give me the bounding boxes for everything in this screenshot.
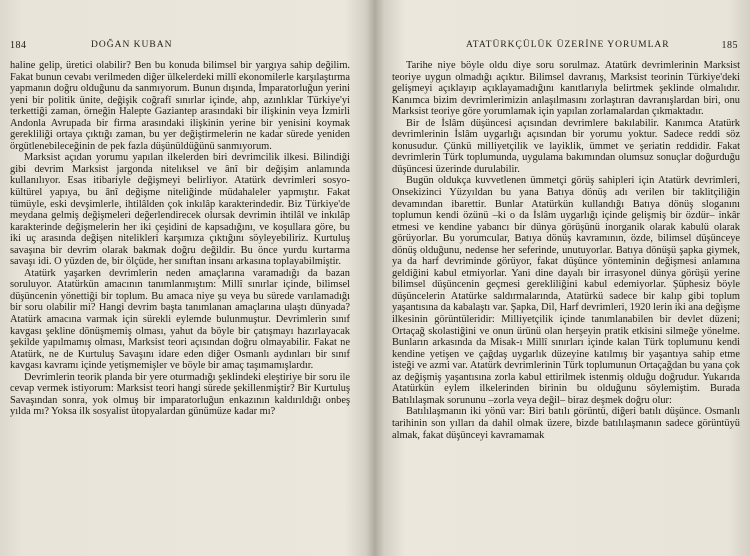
left-page <box>10 38 350 418</box>
running-head: ATATÜRKÇÜLÜK ÜZERİNE YORUMLAR <box>466 40 670 50</box>
paragraph: Bugün oldukça kuvvetlenen ümmetçi görüş sahipleri için Atatürk devrimleri, Onsekizinci Yüzyıldan bu yana Batıya dönüş adı verilen bir taklitçiliğin devamından ibarettir. Bunlar Atatürkün kullandığı Batıya dönüş sloganını toplumun kendi özünü –ki o da İslâm uygarlığı içinde gelişmiş bir özdür– inkâr etmesi ve kendine yabancı bir dünya görüşünü inorganik olarak kabulü olarak görüyorlar. Bu yorumcular, Batıya dönüş kavramının, özde, bilimsel düşünceye dönüş olduğunu, nedense her seferinde, unutuyorlar. Batıya dönüşü şapka giymek, ya da harf devriminde görüyor, fakat düşünce yönteminin değişmesi anlamına geldiğini kabul etmiyorlar. Yani dine dayalı bir irrasyonel dünya görüşü yerine bilimsel düşüncenin geçmesi gerekliliğini kabul edemiyorlar. Şüphesiz böyle düşüncelerin Atatürke saldırmalarında, Atatürkü sadece bir kalıp gibi toplum yaşantısına da kabalaştı var. Şapka, Dil, Harf devrimleri, 1920 lerin iki ana değişme ilkesinin görüntüleridir: Milliyetçilik içinde tanımlanabilen bir devlet düzeni; Ortaçağ skolastiğini ve onun ürünü olan herşeyin pratik etkisini silmeğe yönelme. Bunların arkasında da Misak-ı Millî sınırları içinde kalan Türk toplumunu kendi kendine yetişen ve çağdaş uygarlık düzeyine katılmış bir yaşantıya sahip etme isteği ve azmi var. Atatürk devrimlerinin Türk toplumunun Ortaçağdan bu yana çok az değişmiş yaşantısına zorla kabul ettirilmek istenmiş olduğu doğrudur. Yukarıda Atatürkün eylem ilkelerinden birinin bu olduğunu söylemiştim. Burada Batılılaşmak sorununu –zorla veya değil– biraz deşmek doğru olur: <box>392 175 740 406</box>
book-gutter <box>366 0 384 556</box>
left-page-body <box>10 60 350 418</box>
paragraph: Devrimlerin teorik planda bir yere oturmadığı şeklindeki eleştiriye bir soru ile cevap vermek istiyorum: Marksist teori hangi sürede şekillenmiştir? Bir Kurtuluş Savaşından sonra, yok olmuş bir imparatorluğun enkazının kaldırıldığı onbeş yılda mı? Yoksa ilk sosyalist ütopyalardan günümüze kadar mı? <box>10 371 350 418</box>
paragraph: haline gelip, üretici olabilir? Ben bu konuda bilimsel bir yargıya sahip değilim. Fakat bunun cevabı verilmeden diğer ülkelerdeki millî ekonomilerle karşılaştırma yapmanın doğru olduğunu da sanmıyorum. Bunun dışında, İmparatorluğun yerini yeni bir politik ünite, değişik coğrafî sınırlar içinde, ahp, azınlıklar Türkiye'yi terkettiği zaman, örneğin Halepte Gaziantep arasındaki bir ilişkinin veya İzmirli Andonla Avrupada bir firma arasındaki ilişkinin yerine bir yenisini koymak gerekliliği ortaya çıktığı zaman, bu yer değiştirmelerin ne kadar sürede yeniden örgütlenebileceğinin de pek fazla düşünüldüğünü sanmıyorum. <box>10 60 350 152</box>
left-page-header <box>10 38 350 54</box>
paragraph: Tarihe niye böyle oldu diye soru sorulmaz. Atatürk devrimlerinin Marksist teoriye uygun olmadığı açıktır. Bilimsel davranış, Marksist teorinin Türkiye'deki gelişmeyi açıklayıp açıklayamadığını kanıtlarıyla belirtmek şeklinde olmalıdır. Kanımca bizim devrimlerimizin anlaşılmasını zorlaştıran davranışlardan biri, onu Marksist teoriye göre yorumlamak için yapılan zorlamalardan çıkmaktadır. <box>392 60 740 118</box>
page-number: 185 <box>721 40 738 51</box>
right-page-body <box>392 60 740 441</box>
right-page <box>392 38 740 441</box>
page-number: 184 <box>10 40 27 51</box>
paragraph: Marksist açıdan yorumu yapılan ilkelerden biri devrimcilik ilkesi. Bilindiği gibi devrim Marksist jargonda nitelıksel ve ânî bir değişim anlamında kullanılıyor. Esas itibariyle değişmeyi belirliyor. Atatürk devrimleri sosyo-kültürel yapıya, bu ânî değişme niteliğinde müdahaleler yapmıştır. Fakat tümüyle, eski devşimlerle, ihtilâlden çok inkılâp karakterindedir. Biz Türkiye'de meydana gelmiş değişmeleri değerlendirecek olursak devrimin ihtilâl ve inkılâp karakterinde değişmelerin her iki çeşidini de kapsadığını, ve koşullara göre, bu iki uç arasında değişen nitelikleri karşımıza çıktığını söyleyebiliriz. Kurtuluş savaşına bir devrim olarak bakmak doğru değildir. Bu önce yurdu kurtarma savaşı idi. O yüzden de, bir ölçüde, her sınıftan insanı arkasına toplayabilmiştir. <box>10 152 350 268</box>
right-page-header <box>392 38 740 54</box>
running-head: DOĞAN KUBAN <box>91 40 173 50</box>
paragraph: Batılılaşmanın iki yönü var: Biri batılı görüntü, diğeri batılı düşünce. Osmanlı tarihinin son yılları da dahil olmak üzere, bizde batılılaşmanın sadece görüntüyü almak, fakat düşünceyi kavramamak <box>392 406 740 441</box>
paragraph: Atatürk yaşarken devrimlerin neden amaçlarına varamadığı da bazan soruluyor. Atatürkün amacının tanımlanmıştım: Millî sınırlar içinde, bilimsel düşüncenin yönettiği bir toplum. Bu amaca niye şu veya bu sürede varılamadığı bir soru olabilir mi? Hangi devrim başta tanımlanan amaçlarına ulaştı dünyada? Atatürk amacına varmak için sürekli eylemde bulunmuştur. Devrimlerin sınıf kavgası şekline dönüşmemiş olması, yahut da böyle bir çatışmayı hazırlayacak şekilde yapılmamış olması, Marksist teori açısından doğru olmayabilir. Fakat ne Atatürk, ne de Kurtuluş Savaşını idare eden diğer Osmanlı aydınları bir sınıf kavgası kavramı içinde yetişmemişler ve böyle bir amaç taşımamışlardır. <box>10 267 350 372</box>
paragraph: Bir de İslâm düşüncesi açısından devrimlere bakılabilir. Kanımca Atatürk devrimlerinin İslâm uygarlığı açısından bir yorumu yoktur. Sadece reddi söz konusudur. Çünkü milliyetçilik ve layiklik, ümmet ve şeriatin reddidir. Fakat devrimlerin Türk toplumunda, uygulama bakımından olumsuz sonuçlar doğurduğu düşüncesi üzerinde durulabilir. <box>392 117 740 175</box>
